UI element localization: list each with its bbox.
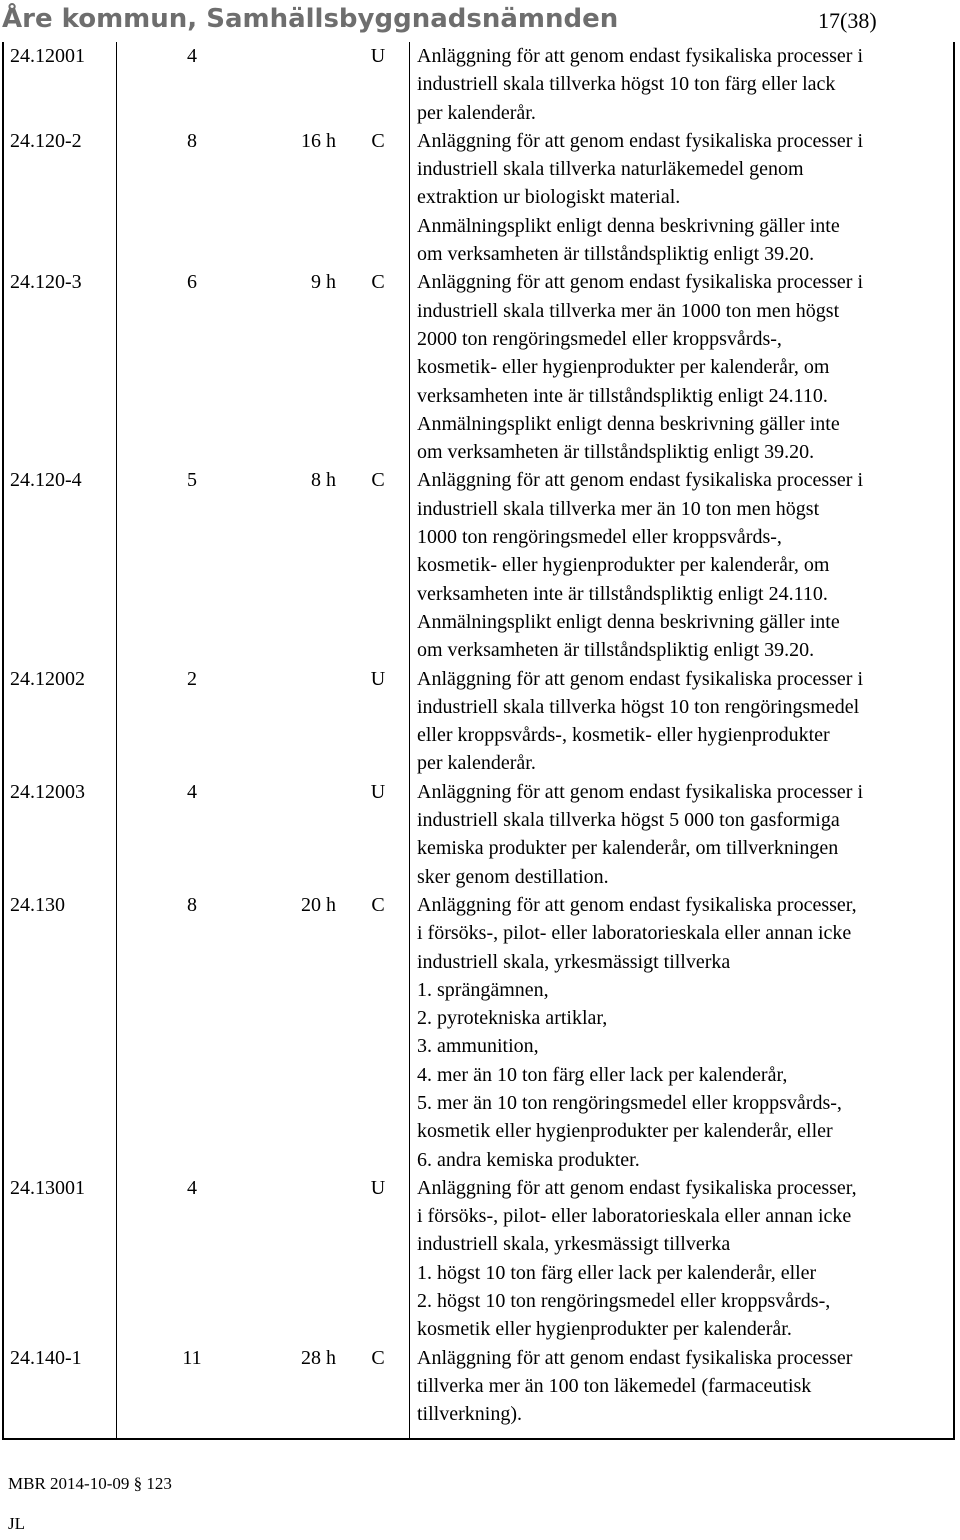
description-line: Anläggning för att genom endast fysikaliska processer i [417,129,863,152]
activity-class: C [371,129,385,152]
description-line: eller kroppsvårds-, kosmetik- eller hygienprodukter [417,724,830,747]
description-line: kosmetik eller hygienprodukter per kalenderår. [417,1318,792,1341]
table-row [4,127,953,268]
table-row [4,42,953,127]
table-row [4,1344,953,1429]
page-number: 17(38) [818,8,877,33]
description-line: Anläggning för att genom endast fysikaliska processer, [417,893,857,916]
activity-code: 24.120-3 [10,271,82,294]
signature-initials: JL [8,1514,25,1533]
inspection-points: 4 [187,1176,197,1199]
description-line: Anmälningsplikt enligt denna beskrivning gäller inte [417,214,840,237]
description-line: 2. pyrotekniska artiklar, [417,1007,608,1030]
activity-code: 24.130 [10,893,65,916]
activity-class: U [370,780,386,803]
description-line: tillverkning). [417,1403,522,1426]
activity-class: C [371,271,385,294]
description-line: per kalenderår. [417,101,536,124]
fee-hours: 9 h [311,271,336,294]
table-row [4,1174,953,1344]
activity-code: 24.12001 [10,45,85,67]
table-row [4,778,953,891]
inspection-points: 5 [187,469,197,492]
activity-description [417,1344,953,1429]
description-line: Anmälningsplikt enligt denna beskrivning gäller inte [417,610,840,633]
description-line: om verksamheten är tillståndspliktig enligt 39.20. [417,639,815,662]
activity-code: 24.140-1 [10,1346,82,1369]
activity-code: 24.120-4 [10,469,82,492]
description-line: industriell skala tillverka mer än 10 ton men högst [417,497,820,520]
description-line: per kalenderår. [417,752,536,775]
description-line: tillverka mer än 100 ton läkemedel (farmaceutisk [417,1374,812,1397]
activity-code: 24.12002 [10,667,85,690]
activity-description [417,891,953,1174]
description-line: i försöks-, pilot- eller laboratorieskala eller annan icke [417,1205,852,1228]
description-line: kosmetik- eller hygienprodukter per kalenderår, om [417,356,830,379]
description-line: industriell skala tillverka högst 5 000 ton gasformiga [417,809,840,832]
activity-description [417,665,953,778]
description-line: Anläggning för att genom endast fysikaliska processer i [417,469,863,492]
description-line: 1. högst 10 ton färg eller lack per kalenderår, eller [417,1261,817,1284]
description-line: sker genom destillation. [417,865,609,888]
description-line: industriell skala tillverka högst 10 ton rengöringsmedel [417,695,860,718]
description-line: kemiska produkter per kalenderår, om tillverkningen [417,837,839,860]
table-body [4,42,953,1429]
activity-code: 24.13001 [10,1176,85,1199]
description-line: industriell skala, yrkesmässigt tillverka [417,1233,731,1256]
description-line: kosmetik eller hygienprodukter per kalenderår, eller [417,1120,833,1143]
table-row [4,665,953,778]
description-line: om verksamheten är tillståndspliktig enligt 39.20. [417,243,815,266]
description-line: 6. andra kemiska produkter. [417,1148,640,1171]
activity-description [417,466,953,664]
description-line: Anläggning för att genom endast fysikaliska processer i [417,45,863,67]
activity-description [417,778,953,891]
document-title: Åre kommun, Samhällsbyggnadsnämnden [2,4,619,34]
inspection-points: 2 [187,667,197,690]
inspection-points: 4 [187,780,197,803]
description-line: Anläggning för att genom endast fysikaliska processer i [417,667,863,690]
activity-code: 24.12003 [10,780,85,803]
activity-description [417,127,953,268]
inspection-points: 4 [187,45,197,67]
activity-class: U [370,667,386,690]
activity-description [417,268,953,466]
fee-hours: 16 h [301,129,336,152]
activity-code: 24.120-2 [10,129,82,152]
description-line: Anläggning för att genom endast fysikaliska processer [417,1346,853,1369]
description-line: industriell skala tillverka mer än 1000 ton men högst [417,299,840,322]
fee-hours: 28 h [301,1346,336,1369]
description-line: kosmetik- eller hygienprodukter per kalenderår, om [417,554,830,577]
description-line: 2. högst 10 ton rengöringsmedel eller kroppsvårds-, [417,1290,831,1313]
table-row [4,891,953,1174]
description-line: industriell skala tillverka naturläkemedel genom [417,158,804,181]
description-line: 4. mer än 10 ton färg eller lack per kalenderår, [417,1063,788,1086]
description-line: 1000 ton rengöringsmedel eller kroppsvårds-, [417,526,782,549]
page-header [0,0,960,40]
description-line: 5. mer än 10 ton rengöringsmedel eller kroppsvårds-, [417,1091,842,1114]
activity-description [417,1174,953,1344]
inspection-points: 8 [187,893,197,916]
inspection-points: 6 [187,271,197,294]
activity-description [417,42,953,127]
decision-reference: MBR 2014-10-09 § 123 [8,1474,172,1493]
description-line: 1. sprängämnen, [417,978,549,1001]
description-line: Anmälningsplikt enligt denna beskrivning gäller inte [417,412,840,435]
description-line: Anläggning för att genom endast fysikaliska processer, [417,1176,857,1199]
activity-class: C [371,469,385,492]
description-line: i försöks-, pilot- eller laboratorieskala eller annan icke [417,922,852,945]
description-line: Anläggning för att genom endast fysikaliska processer i [417,271,863,294]
description-line: verksamheten inte är tillståndspliktig enligt 24.110. [417,582,828,605]
description-line: om verksamheten är tillståndspliktig enligt 39.20. [417,441,815,464]
table-row [4,466,953,664]
description-line: verksamheten inte är tillståndspliktig enligt 24.110. [417,384,828,407]
activity-class: U [370,45,386,67]
table-row [4,268,953,466]
inspection-points: 8 [187,129,197,152]
inspection-points: 11 [182,1346,202,1369]
activity-class: C [371,893,385,916]
description-line: 2000 ton rengöringsmedel eller kroppsvårds-, [417,327,782,350]
description-line: extraktion ur biologiskt material. [417,186,681,209]
fee-hours: 20 h [301,893,336,916]
description-line: industriell skala, yrkesmässigt tillverka [417,950,731,973]
activity-class: U [370,1176,386,1199]
description-line: Anläggning för att genom endast fysikaliska processer i [417,780,863,803]
description-line: industriell skala tillverka högst 10 ton färg eller lack [417,73,836,96]
fee-hours: 8 h [311,469,336,492]
activity-class: C [371,1346,385,1369]
regulation-table [2,42,955,1440]
description-line: 3. ammunition, [417,1035,539,1058]
